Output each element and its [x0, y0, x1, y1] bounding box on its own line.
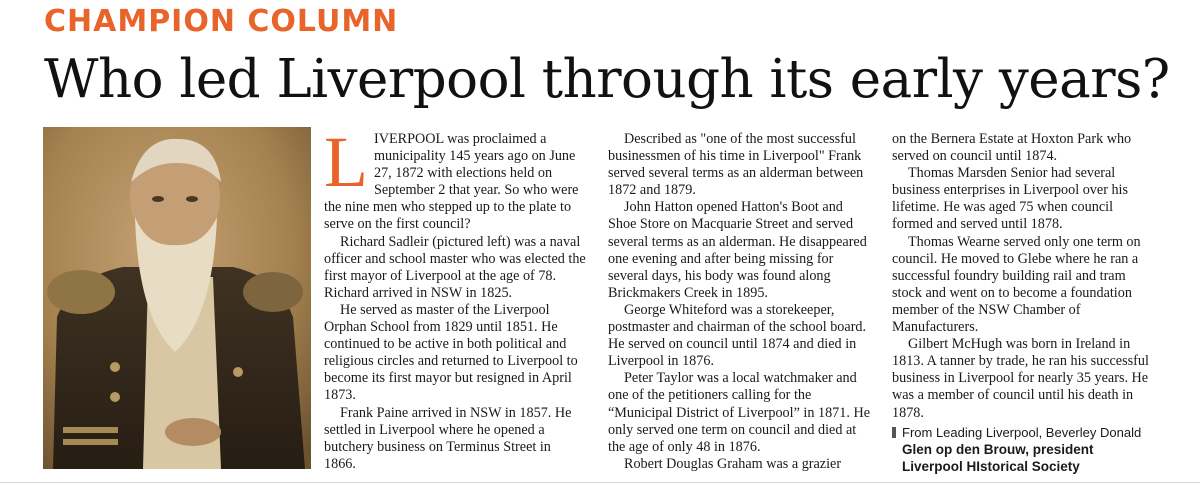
article-headline: Who led Liverpool through its early years? [44, 49, 1170, 110]
article-paragraph: on the Bernera Estate at Hoxton Park who served on council until 1874. [892, 131, 1132, 165]
author-organization: Liverpool HIstorical Society [902, 458, 1080, 474]
article-paragraph: George Whiteford was a storekeeper, postmaster and chairman of the school board. He served on council until 1874 and died in Liverpool in 1876. [608, 301, 867, 370]
article-column-1 [324, 122, 586, 473]
drop-cap: L [324, 122, 368, 202]
article-column-3 [892, 131, 1154, 475]
portrait-photo-icon [43, 127, 311, 469]
article-paragraph: Gilbert McHugh was born in Ireland in 1813. A tanner by trade, he ran his successful business in Liverpool for nearly 35 years. He was a member of council until his death in 1878. [892, 336, 1149, 421]
article-paragraph: Richard Sadleir (pictured left) was a naval officer and school master who was elected the first mayor of Liverpool at the age of 78. Richard arrived in NSW in 1825. [324, 233, 586, 301]
article-paragraph: Robert Douglas Graham was a grazier [624, 455, 842, 472]
article-paragraph: Peter Taylor was a local watchmaker and one of the petitioners calling for the “Municipal District of Liverpool” in 1871. He only served one term on council and died at the age of only 48 in 1876. [608, 370, 871, 455]
article-paragraph: Thomas Wearne served only one term on council. He moved to Glebe where he ran a successful foundry building rail and tram stock and went on to become a foundation member of the NSW Chamber of Manufacturers. [892, 233, 1141, 336]
article-paragraph: Thomas Marsden Senior had several business enterprises in Liverpool over his lifetime. He was aged 75 when council formed and served until 1878. [892, 165, 1129, 233]
credit-marker-icon [892, 427, 896, 438]
source-credit [892, 424, 1154, 441]
author-name: Glen op den Brouw, president [902, 441, 1094, 457]
article-paragraph: LIVERPOOL was proclaimed a municipality 145 years ago on June 27, 1872 with elections held on September 2 that year. So who were the nine men who stepped up to the plate to serve on the first council? [324, 122, 579, 233]
credit-text: From Leading Liverpool, Beverley Donald [902, 424, 1142, 440]
article-paragraph: Described as "one of the most successful businessmen of his time in Liverpool" Frank served several terms as an alderman between 1872 and 1879. [608, 131, 864, 199]
section-kicker: CHAMPION COLUMN [44, 4, 399, 39]
article-paragraph: He served as master of the Liverpool Orphan School from 1829 until 1851. He continued to be active in both political and religious circles and returned to Liverpool to become its first mayor but resigned in April 1873. [324, 301, 578, 404]
article-paragraph: John Hatton opened Hatton's Boot and Shoe Store on Macquarie Street and served several terms as an alderman. He disappeared one evening and after being missing for several days, his body was found along Brickmakers Creek in 1895. [608, 199, 867, 301]
article-paragraph: Frank Paine arrived in NSW in 1857. He settled in Liverpool where he opened a butchery business on Terminus Street in 1866. [324, 404, 572, 472]
article-column-2 [608, 131, 870, 473]
bottom-divider [0, 482, 1200, 483]
portrait-photo [43, 127, 311, 469]
